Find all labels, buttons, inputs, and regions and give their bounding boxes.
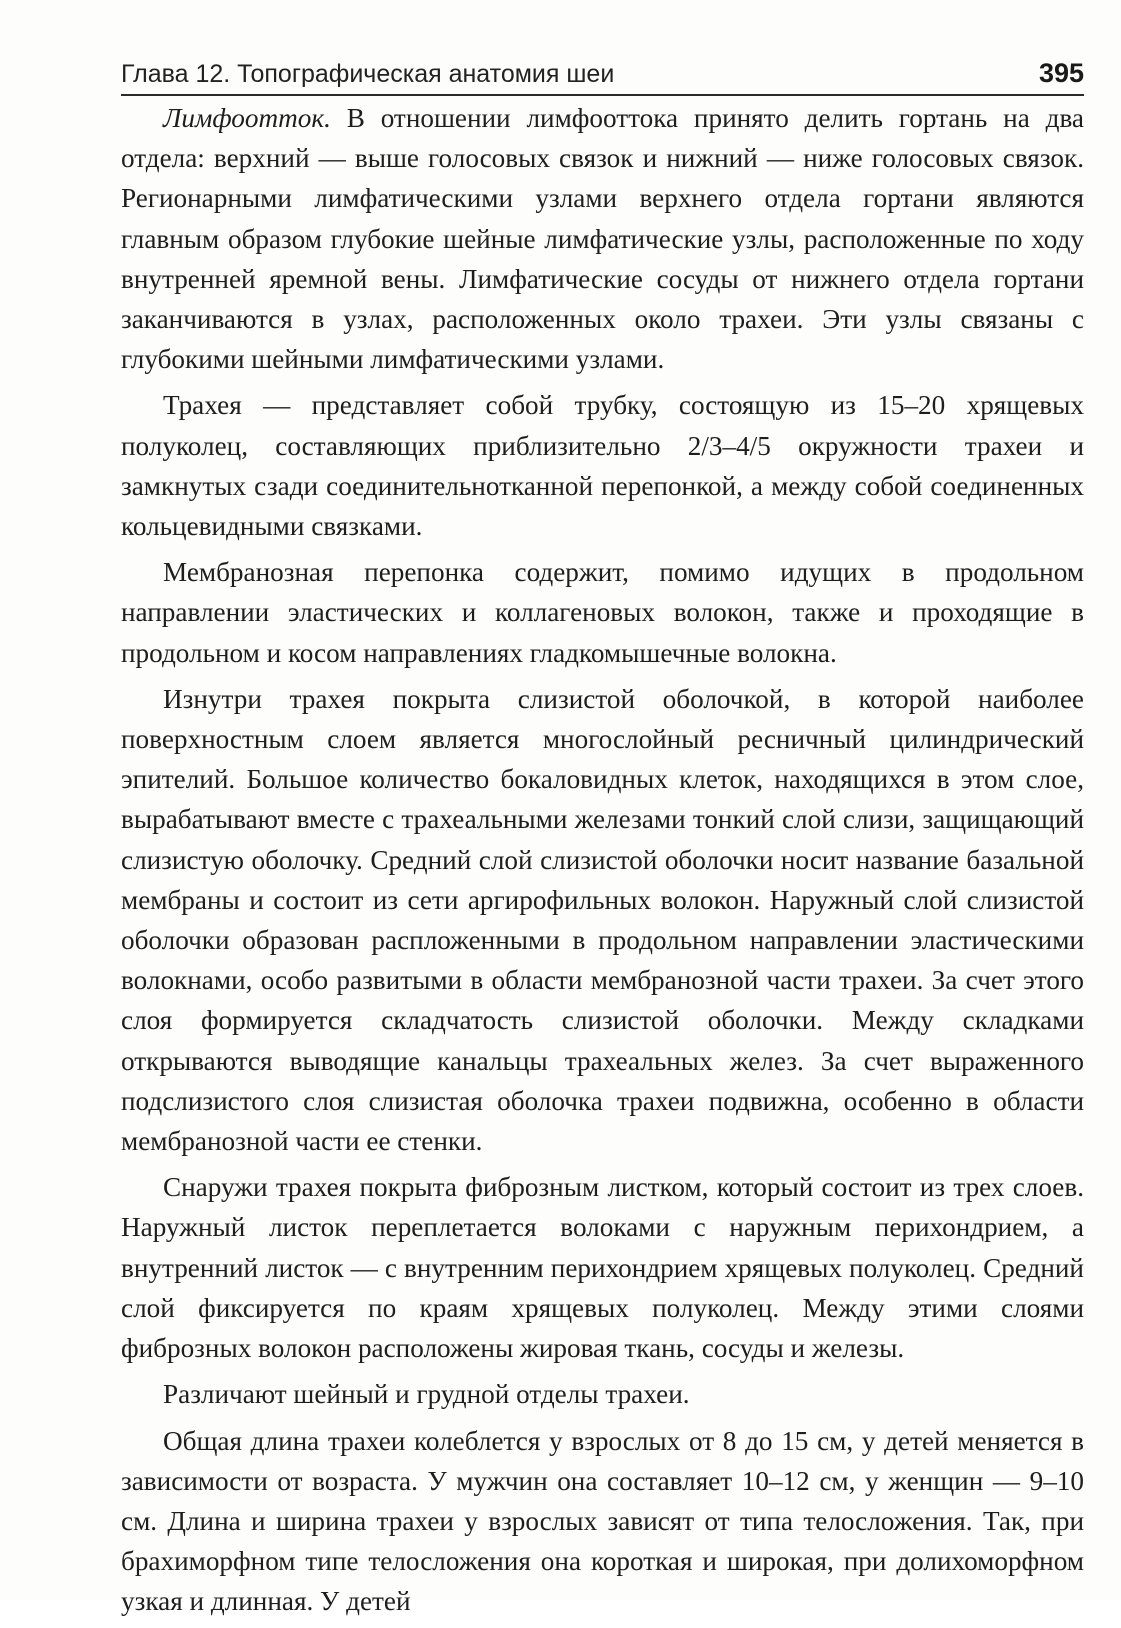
paragraph-mucosa: Изнутри трахея покрыта слизистой оболочкой, в которой наиболее поверхностным слоем является многослойный ресничный цилиндрический эпителий. Большое количество бокаловидных клеток, находящихся в этом слое, вырабатывают вместе с трахеальными железами тонкий слой слизи, защищающий слизистую оболочку. Средний слой слизистой оболочки носит название базальной мембраны и состоит из сети аргирофильных волокон. Наружный слой слизистой оболочки образован распложенными в продольном направлении эластическими волокнами, особо развитыми в области мембранозной части трахеи. За счет этого слоя формируется складчатость слизистой оболочки. Между складками открываются выводящие канальцы трахеальных желез. За счет выраженного подслизистого слоя слизистая оболочка трахеи подвижна, особенно в области мембранозной части ее стенки.: [121, 683, 1084, 1157]
paragraph-lymph-drainage: [121, 98, 1084, 379]
running-header: [121, 58, 1084, 96]
chapter-title: Глава 12. Топографическая анатомия шеи: [121, 60, 615, 88]
paragraph-trachea: Трахея — представляет собой трубку, состоящую из 15–20 хрящевых полуколец, составляющих приблизительно 2/3–4/5 окружности трахеи и замкнутых сзади соединительнотканной перепонкой, а между собой соединенных кольцевидными связками.: [121, 390, 1084, 542]
paragraph-text: В отношении лимфооттока принято делить гортань на два отдела: верхний — выше голосовых связок и нижний — ниже голосовых связок. Регионарными лимфатическими узлами верхнего отдела гортани являются главным образом глубокие шейные лимфатические узлы, расположенные по ходу внутренней яремной вены. Лимфатические сосуды от нижнего отдела гортани заканчиваются в узлах, расположенных около трахеи. Эти узлы связаны с глубокими шейными лимфатическими узлами.: [121, 103, 1084, 375]
paragraph-length: Общая длина трахеи колеблется у взрослых от 8 до 15 см, у детей меняется в зависимости от возраста. У мужчин она составляет 10–12 см, у женщин — 9–10 см. Длина и ширина трахеи у взрослых зависят от типа телосложения. Так, при брахиморфном типе телосложения она короткая и широкая, при долихоморфном узкая и длинная. У детей: [121, 1425, 1084, 1617]
run-in-heading: Лимфоотток.: [163, 103, 331, 133]
paragraph-sections: Различают шейный и грудной отделы трахеи.: [163, 1379, 690, 1410]
paragraph-fibrous-layer: Снаружи трахея покрыта фиброзным листком, который состоит из трех слоев. Наружный листок переплетается волоками с наружным перихондрием, а внутренний листок — с внутренним перихондрием хрящевых полуколец. Средний слой фиксируется по краям хрящевых полуколец. Между этими слоями фиброзных волокон расположены жировая ткань, сосуды и железы.: [121, 1172, 1084, 1364]
paragraph-membrane: Мембранозная перепонка содержит, помимо идущих в продольном направлении эластических и коллагеновых волокон, также и проходящие в продольном и косом направлениях гладкомышечные волокна.: [121, 557, 1084, 668]
page-number: 395: [1038, 58, 1084, 88]
body-text: [121, 98, 1084, 1628]
